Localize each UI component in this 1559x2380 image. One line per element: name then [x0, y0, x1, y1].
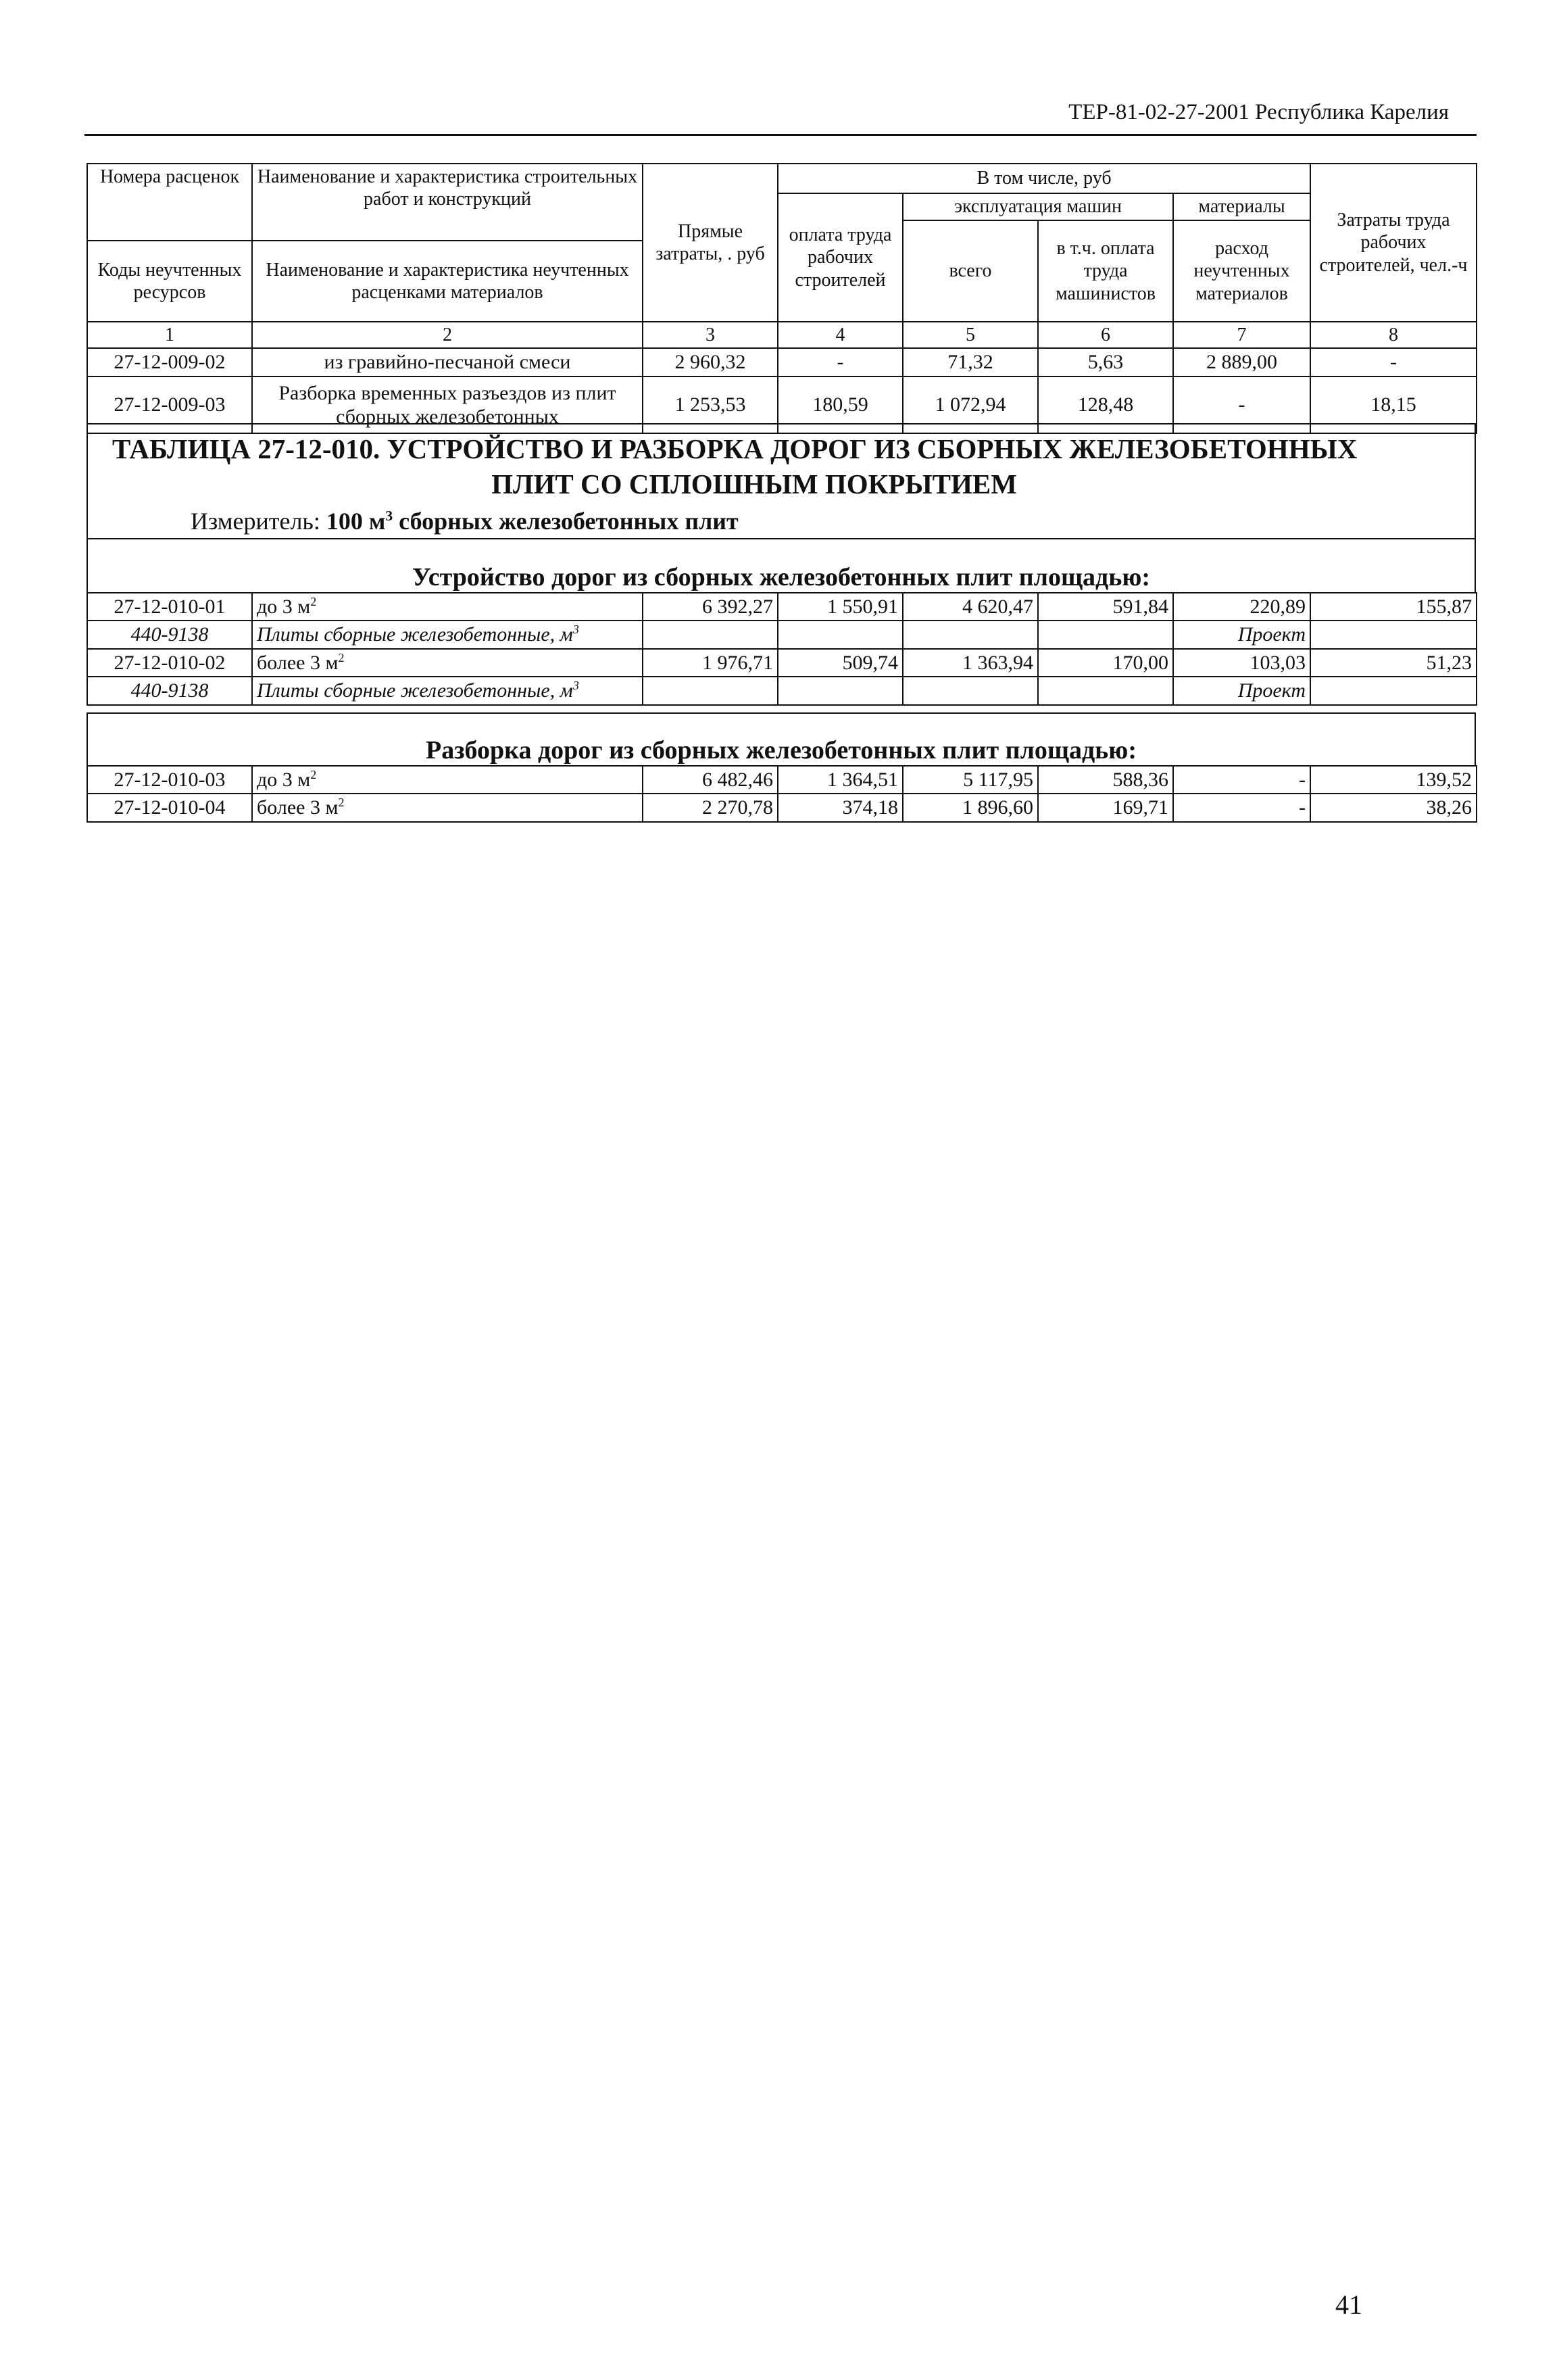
rate-name-sup: 2 [310, 768, 317, 781]
table-row [87, 348, 1477, 377]
header-col1-top: Номера расценок [87, 164, 252, 241]
rate-code: 27-12-009-03 [87, 377, 252, 433]
direct-cost: 1 976,71 [643, 649, 778, 677]
rate-code: 27-12-010-01 [87, 593, 252, 621]
col-number-4: 4 [778, 322, 903, 348]
empty-cell [778, 677, 903, 704]
table-subrow [87, 677, 1477, 704]
labor-hours: 139,52 [1310, 766, 1477, 794]
empty-cell [903, 677, 1038, 704]
table-title-prefix: ТАБЛИЦА 27-12-010. [112, 433, 380, 464]
resource-name-sup: 3 [572, 679, 579, 693]
resource-name-text: Плиты сборные железобетонные, м [257, 623, 573, 646]
resource-name [252, 621, 643, 648]
materials: - [1173, 766, 1310, 794]
header-group-machines: эксплуатация машин [903, 193, 1173, 220]
rate-name-text: более 3 м [257, 796, 339, 819]
table-title-block [86, 423, 1476, 539]
rate-name: из гравийно-песчаной смеси [252, 348, 643, 377]
direct-cost: 6 392,27 [643, 593, 778, 621]
worker-pay: 509,74 [778, 649, 903, 677]
empty-cell [903, 621, 1038, 648]
materials: 220,89 [1173, 593, 1310, 621]
rate-name-sup: 2 [338, 650, 345, 664]
header-direct-costs: Прямые затраты, . руб [643, 164, 778, 322]
rate-name-text: до 3 м [257, 596, 311, 618]
header-col2-bottom: Наименование и характеристика неучтенных расценками материалов [252, 241, 643, 322]
labor-hours: 155,87 [1310, 593, 1477, 621]
resource-code: 440-9138 [87, 621, 252, 648]
operator-pay: 588,36 [1038, 766, 1173, 794]
rate-code: 27-12-010-04 [87, 794, 252, 821]
machines-total: 71,32 [903, 348, 1038, 377]
header-rule [84, 134, 1477, 136]
worker-pay: 180,59 [778, 377, 903, 433]
empty-cell [778, 621, 903, 648]
machines-total: 5 117,95 [903, 766, 1038, 794]
table-title-line1: УСТРОЙСТВО И РАЗБОРКА ДОРОГ ИЗ СБОРНЫХ ЖЕЛЕЗОБЕТОННЫХ [387, 433, 1358, 464]
header-labor-hours: Затраты труда рабочих строителей, чел.-ч [1310, 164, 1477, 322]
empty-cell [1038, 677, 1173, 704]
operator-pay: 169,71 [1038, 794, 1173, 821]
table-row [87, 794, 1477, 821]
meter-sup: 3 [385, 508, 393, 524]
header-col2-top: Наименование и характеристика строительных работ и конструкций [252, 164, 643, 241]
meter-rest: сборных железобетонных плит [399, 508, 739, 535]
col-number-3: 3 [643, 322, 778, 348]
machines-total: 1 896,60 [903, 794, 1038, 821]
col-number-1: 1 [87, 322, 252, 348]
empty-cell [1310, 621, 1477, 648]
header-material-use: расход неучтенных материалов [1173, 220, 1310, 322]
rate-name-text: до 3 м [257, 769, 311, 791]
empty-cell [1310, 677, 1477, 704]
labor-hours: 18,15 [1310, 377, 1477, 433]
col-number-7: 7 [1173, 322, 1310, 348]
section1-block [86, 538, 1476, 593]
table-row [87, 766, 1477, 794]
worker-pay: 1 550,91 [778, 593, 903, 621]
rate-code: 27-12-010-02 [87, 649, 252, 677]
materials: 103,03 [1173, 649, 1310, 677]
meter-label: Измеритель: [191, 508, 320, 535]
rate-name [252, 649, 643, 677]
page-number: 41 [1335, 2289, 1362, 2320]
header-group-materials: материалы [1173, 193, 1310, 220]
operator-pay: 128,48 [1038, 377, 1173, 433]
empty-cell [1038, 621, 1173, 648]
col-number-8: 8 [1310, 322, 1477, 348]
operator-pay: 170,00 [1038, 649, 1173, 677]
header-machines-total: всего [903, 220, 1038, 322]
resource-name [252, 677, 643, 704]
resource-name-sup: 3 [572, 623, 579, 637]
worker-pay: - [778, 348, 903, 377]
direct-cost: 2 270,78 [643, 794, 778, 821]
meter-value: 100 м [326, 508, 386, 535]
worker-pay: 374,18 [778, 794, 903, 821]
section2-table [86, 765, 1477, 823]
rate-name [252, 593, 643, 621]
direct-cost: 2 960,32 [643, 348, 778, 377]
rate-name [252, 766, 643, 794]
section2-block [86, 712, 1476, 767]
table-meter [191, 507, 739, 535]
empty-cell [643, 621, 778, 648]
machines-total: 1 363,94 [903, 649, 1038, 677]
table-title-line2: ПЛИТ СО СПЛОШНЫМ ПОКРЫТИЕМ [491, 468, 1017, 500]
section2-heading: Разборка дорог из сборных железобетонных плит площадью: [426, 736, 1137, 764]
col-number-6: 6 [1038, 322, 1173, 348]
rate-code: 27-12-009-02 [87, 348, 252, 377]
direct-cost: 1 253,53 [643, 377, 778, 433]
header-group-all: В том числе, руб [778, 164, 1310, 193]
resource-code: 440-9138 [87, 677, 252, 704]
section1-table [86, 592, 1477, 706]
labor-hours: 51,23 [1310, 649, 1477, 677]
header-table [86, 163, 1477, 434]
table-row [87, 593, 1477, 621]
materials: - [1173, 377, 1310, 433]
operator-pay: 5,63 [1038, 348, 1173, 377]
table-row [87, 649, 1477, 677]
rate-code: 27-12-010-03 [87, 766, 252, 794]
worker-pay: 1 364,51 [778, 766, 903, 794]
direct-cost: 6 482,46 [643, 766, 778, 794]
section1-heading: Устройство дорог из сборных железобетонных плит площадью: [412, 563, 1151, 591]
rate-name [252, 794, 643, 821]
labor-hours: - [1310, 348, 1477, 377]
materials: - [1173, 794, 1310, 821]
resource-name-text: Плиты сборные железобетонные, м [257, 679, 573, 702]
table-subrow [87, 621, 1477, 648]
col-number-5: 5 [903, 322, 1038, 348]
header-operator-pay: в т.ч. оплата труда машинистов [1038, 220, 1173, 322]
document-code: ТЕР-81-02-27-2001 Республика Карелия [1068, 100, 1449, 124]
resource-material: Проект [1173, 677, 1310, 704]
header-worker-pay: оплата труда рабочих строителей [778, 193, 903, 322]
rate-name-sup: 2 [338, 796, 345, 810]
rate-name-text: более 3 м [257, 651, 339, 674]
resource-material: Проект [1173, 621, 1310, 648]
col-number-2: 2 [252, 322, 643, 348]
rate-name-sup: 2 [310, 595, 317, 608]
header-col1-bottom: Коды неучтенных ресурсов [87, 241, 252, 322]
labor-hours: 38,26 [1310, 794, 1477, 821]
machines-total: 1 072,94 [903, 377, 1038, 433]
materials: 2 889,00 [1173, 348, 1310, 377]
empty-cell [643, 677, 778, 704]
machines-total: 4 620,47 [903, 593, 1038, 621]
table-title [112, 431, 1464, 502]
operator-pay: 591,84 [1038, 593, 1173, 621]
rate-name: Разборка временных разъездов из плит сборных железобетонных [252, 377, 643, 433]
